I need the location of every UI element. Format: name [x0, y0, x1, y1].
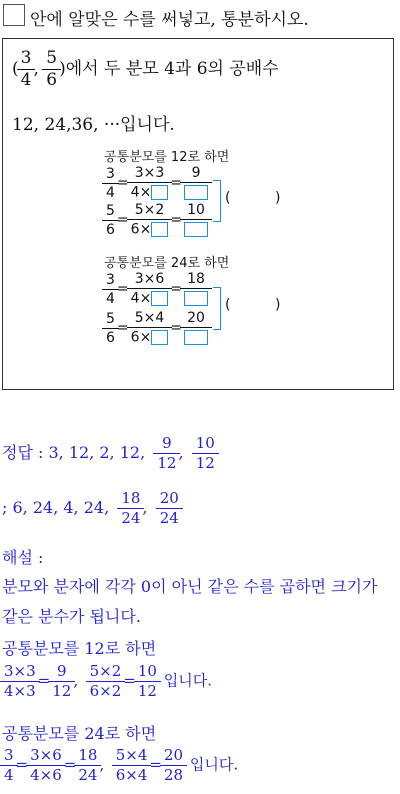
equation-row: $\frac{5}{6}$ = $\frac{5\times 2}{6\times}$ = 10 [104, 203, 210, 237]
group-title: 공통분모를 24로 하면 [104, 256, 230, 271]
instruction: 안에 알맞은 수를 써넣고, 통분하시오. [30, 10, 309, 30]
solution-text: 같은 분수가 됩니다. [2, 607, 141, 626]
solution-heading: 공통분모를 24로 하면 [2, 724, 157, 743]
answer-line-1: 정답 : 3, 12, 2, 12, $\frac{9}{12}$ , $\frac{10}{12}$ [2, 436, 217, 471]
solution-heading: 공통분모를 12로 하면 [2, 639, 157, 658]
bracket [213, 180, 221, 222]
blank-box[interactable] [184, 291, 208, 306]
blank-box[interactable] [151, 291, 168, 306]
blank-box[interactable] [151, 330, 168, 345]
blank-box[interactable] [184, 222, 208, 237]
solution-equation: $\frac{3}{4}$ = $\frac{3\times 6}{4\times 6}$ = $\frac{18}{24}$ , $\frac{5\times 4}{6\times 4}$ = $\frac{20}{28}$ 입니다. [2, 748, 238, 783]
equation-row: $\frac{3}{4}$ = $\frac{3\times 3}{4\times}$ = 9 [104, 166, 210, 200]
blank-box[interactable] [151, 185, 168, 200]
answer-paren: ( ) [225, 297, 281, 313]
problem-line-1: ( $\frac{3}{4}$ , $\frac{5}{6}$ )에서 두 분모 4과 6의 공배수 [12, 48, 279, 90]
problem-line-2: 12, 24,36, ···입니다. [12, 115, 175, 135]
blank-box[interactable] [184, 330, 208, 345]
bracket [213, 287, 221, 330]
blank-box[interactable] [184, 185, 208, 200]
solution-text: 분모와 분자에 각각 0이 아닌 같은 수를 곱하면 크기가 [2, 577, 378, 596]
equation-row: $\frac{5}{6}$ = $\frac{5\times 4}{6\times}$ = 20 [104, 311, 210, 345]
group-title: 공통분모를 12로 하면 [104, 150, 230, 165]
answer-label: 정답 : [2, 443, 44, 462]
answer-line-2: ; 6, 24, 4, 24, $\frac{18}{24}$ , $\frac{20}{24}$ [2, 491, 181, 526]
equation-row: $\frac{3}{4}$ = $\frac{3\times 6}{4\times}$ = 18 [104, 272, 210, 306]
solution-equation: $\frac{3\times 3}{4\times 3}$ = $\frac{9}{12}$ , $\frac{5\times 2}{6\times 2}$ = $\frac{10}{12}$ 입니다. [2, 664, 212, 699]
fraction: $\frac{3}{4}$ [19, 50, 34, 89]
fraction: $\frac{5}{6}$ [44, 50, 59, 89]
solution-label: 해설 : [2, 548, 44, 567]
answer-paren: ( ) [225, 190, 281, 206]
answer-box-icon [3, 4, 25, 26]
blank-box[interactable] [151, 222, 168, 237]
